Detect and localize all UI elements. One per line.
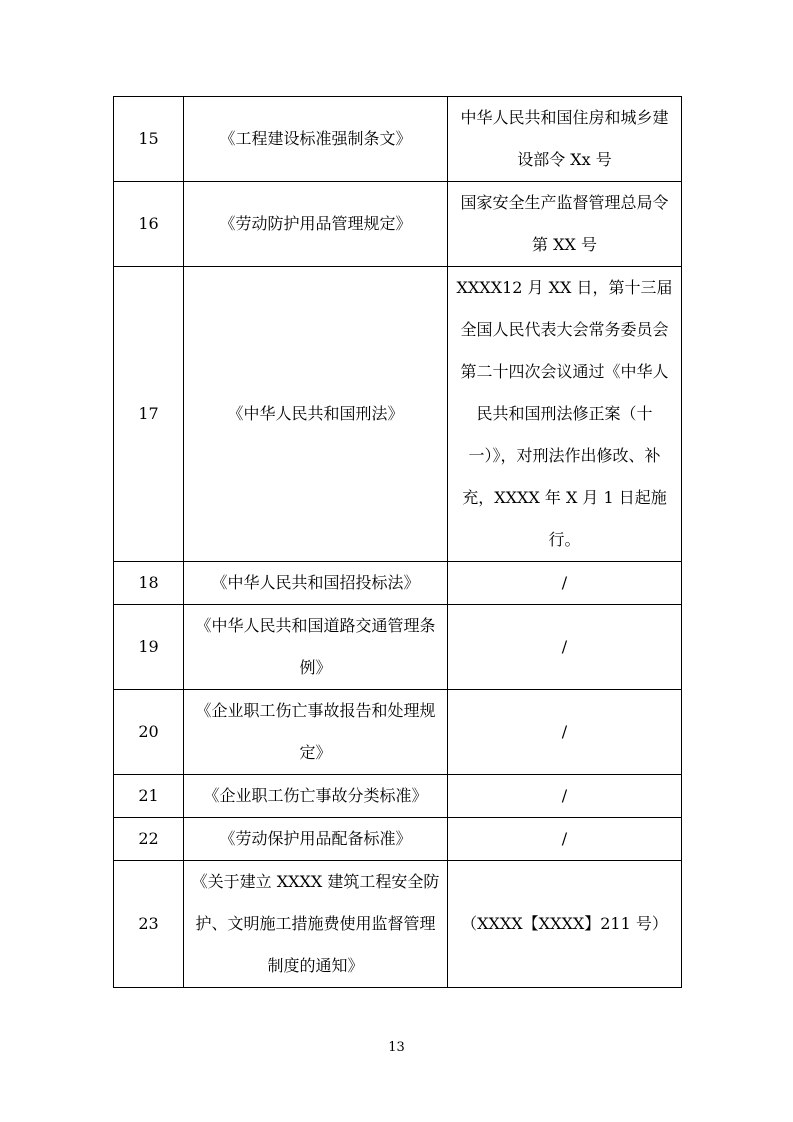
row-number: 17 [114, 267, 184, 562]
regulation-name: 《中华人民共和国道路交通管理条例》 [184, 605, 448, 690]
table-row [114, 182, 682, 267]
regulation-name: 《劳动防护用品管理规定》 [184, 182, 448, 267]
regulation-name: 《中华人民共和国招投标法》 [184, 562, 448, 605]
issuing-document: / [448, 605, 682, 690]
row-number: 19 [114, 605, 184, 690]
issuing-document: / [448, 818, 682, 861]
table-row [114, 690, 682, 775]
row-number: 22 [114, 818, 184, 861]
table-row [114, 861, 682, 988]
issuing-document: 国家安全生产监督管理总局令第 XX 号 [448, 182, 682, 267]
table-row [114, 605, 682, 690]
table-row [114, 562, 682, 605]
row-number: 15 [114, 97, 184, 182]
issuing-document: / [448, 690, 682, 775]
regulation-name: 《劳动保护用品配备标准》 [184, 818, 448, 861]
issuing-document: （XXXX【XXXX】211 号） [448, 861, 682, 988]
row-number: 21 [114, 775, 184, 818]
issuing-document: / [448, 562, 682, 605]
regulation-name: 《企业职工伤亡事故分类标准》 [184, 775, 448, 818]
issuing-document: XXXX12 月 XX 日，第十三届全国人民代表大会常务委员会第二十四次会议通过《中华人民共和国刑法修正案（十一）》，对刑法作出修改、补充，XXXX 年 X 月 1 日起施行。 [448, 267, 682, 562]
table-row [114, 267, 682, 562]
regulation-name: 《关于建立 XXXX 建筑工程安全防护、文明施工措施费使用监督管理制度的通知》 [184, 861, 448, 988]
row-number: 20 [114, 690, 184, 775]
issuing-document: 中华人民共和国住房和城乡建设部令 Xx 号 [448, 97, 682, 182]
regulations-table [113, 96, 682, 988]
regulation-name: 《中华人民共和国刑法》 [184, 267, 448, 562]
table-row [114, 97, 682, 182]
row-number: 23 [114, 861, 184, 988]
regulation-name: 《工程建设标准强制条文》 [184, 97, 448, 182]
page-number: 13 [388, 1040, 405, 1055]
table-row [114, 818, 682, 861]
table-row [114, 775, 682, 818]
issuing-document: / [448, 775, 682, 818]
row-number: 18 [114, 562, 184, 605]
regulation-name: 《企业职工伤亡事故报告和处理规定》 [184, 690, 448, 775]
row-number: 16 [114, 182, 184, 267]
